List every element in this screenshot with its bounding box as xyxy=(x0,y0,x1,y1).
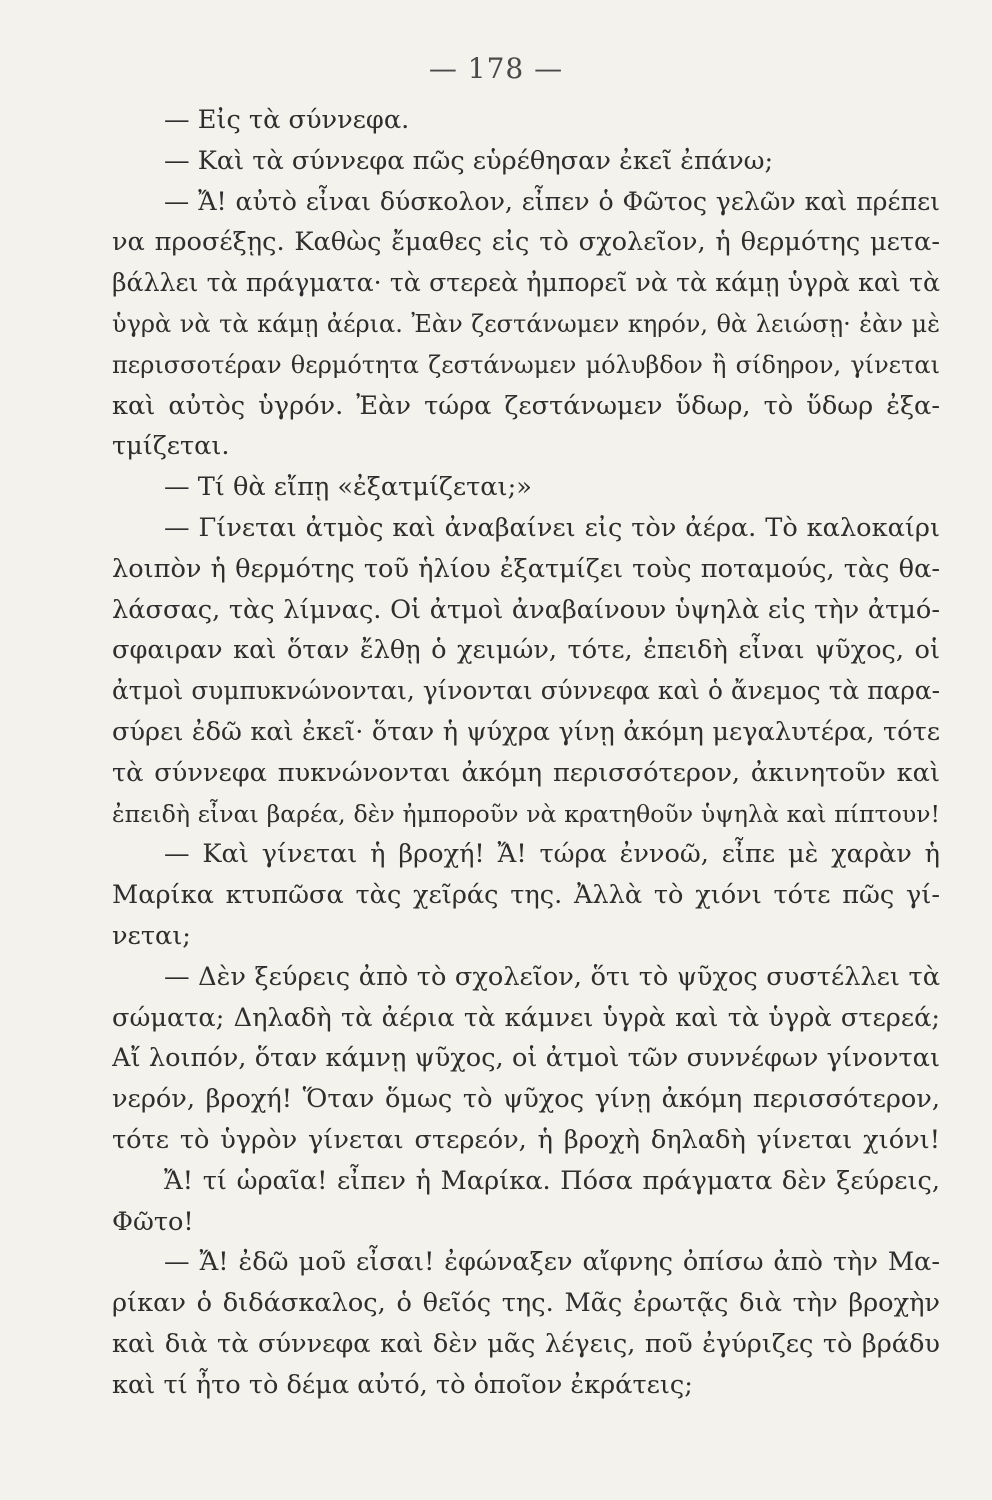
text-line: — Εἰς τὰ σύννεφα. xyxy=(164,105,410,135)
text-line: — Δὲν ξεύρεις ἀπὸ τὸ σχολεῖον, ὅτι τὸ ψῦχος συστέλλει τὰ xyxy=(164,961,940,992)
text-line: ὑγρὰ νὰ τὰ κάμῃ ἀέρια. Ἐὰν ζεστάνωμεν κηρόν, θὰ λειώσῃ· ἐὰν μὲ xyxy=(112,309,940,338)
text-line: σώματα; Δηλαδὴ τὰ ἀέρια τὰ κάμνει ὑγρὰ καὶ τὰ ὑγρὰ στερεά; xyxy=(112,1002,940,1033)
text-line: λάσσας, τὰς λίμνας. Οἱ ἀτμοὶ ἀναβαίνουν ὑψηλὰ εἰς τὴν ἀτμό- xyxy=(112,594,940,625)
body-text xyxy=(112,100,940,1406)
text-line: σύρει ἐδῶ καὶ ἐκεῖ· ὅταν ἡ ψύχρα γίνῃ ἀκόμη μεγαλυτέρα, τότε xyxy=(112,716,940,747)
text-line: — Τί θὰ εἴπῃ «ἐξατμίζεται;» xyxy=(164,472,532,503)
text-line: ἀτμοὶ συμπυκνώνονται, γίνονται σύννεφα καὶ ὁ ἄνεμος τὰ παρα- xyxy=(112,676,940,706)
text-line: λοιπὸν ἡ θερμότης τοῦ ἡλίου ἐξατμίζει τοὺς ποταμούς, τὰς θα- xyxy=(112,553,940,584)
text-line: βάλλει τὰ πράγματα· τὰ στερεὰ ἠμπορεῖ νὰ τὰ κάμῃ ὑγρὰ καὶ τὰ xyxy=(112,268,940,298)
text-line: νεται; xyxy=(112,920,191,951)
text-line: — Γίνεται ἀτμὸς καὶ ἀναβαίνει εἰς τὸν ἀέρα. Τὸ καλοκαίρι xyxy=(164,512,940,543)
text-line: καὶ διὰ τὰ σύννεφα καὶ δὲν μᾶς λέγεις, ποῦ ἐγύριζες τὸ βράδυ xyxy=(112,1328,940,1359)
text-line: τότε τὸ ὑγρὸν γίνεται στερεόν, ἡ βροχὴ δηλαδὴ γίνεται χιόνι! xyxy=(112,1124,940,1155)
text-line: τμίζεται. xyxy=(112,431,230,462)
text-line: νερόν, βροχή! Ὅταν ὅμως τὸ ψῦχος γίνῃ ἀκόμη περισσότερον, xyxy=(112,1084,940,1115)
page-number: — 178 — xyxy=(428,52,564,85)
text-line: — Καὶ τὰ σύννεφα πῶς εὑρέθησαν ἐκεῖ ἐπάνω; xyxy=(164,145,774,176)
text-line: σφαιραν καὶ ὅταν ἔλθῃ ὁ χειμών, τότε, ἐπειδὴ εἶναι ψῦχος, οἱ xyxy=(112,635,940,666)
text-line: τὰ σύννεφα πυκνώνονται ἀκόμη περισσότερον, ἀκινητοῦν καὶ xyxy=(112,757,940,788)
text-line: Αἴ λοιπόν, ὅταν κάμνῃ ψῦχος, οἱ ἀτμοὶ τῶν συννέφων γίνονται xyxy=(112,1043,940,1074)
text-line: — Ἄ! αὐτὸ εἶναι δύσκολον, εἶπεν ὁ Φῶτος γελῶν καὶ πρέπει xyxy=(164,186,940,216)
text-line: — Καὶ γίνεται ἡ βροχή! Ἄ! τώρα ἐννοῶ, εἶπε μὲ χαρὰν ἡ xyxy=(164,839,940,870)
text-line: Ἄ! τί ὡραῖα! εἶπεν ἡ Μαρίκα. Πόσα πράγματα δὲν ξεύρεις, xyxy=(164,1165,940,1196)
text-line: καὶ τί ἦτο τὸ δέμα αὐτό, τὸ ὁποῖον ἐκράτεις; xyxy=(112,1369,693,1400)
text-line: Φῶτο! xyxy=(112,1206,194,1237)
text-line: περισσοτέραν θερμότητα ζεστάνωμεν μόλυβδον ἢ σίδηρον, γίνεται xyxy=(112,350,940,379)
text-line: καὶ αὐτὸς ὑγρόν. Ἐὰν τώρα ζεστάνωμεν ὕδωρ, τὸ ὕδωρ ἐξα- xyxy=(112,390,940,421)
text-line: Μαρίκα κτυπῶσα τὰς χεῖράς της. Ἀλλὰ τὸ χιόνι τότε πῶς γί- xyxy=(112,880,940,911)
text-line: να προσέξῃς. Καθὼς ἔμαθες εἰς τὸ σχολεῖον, ἡ θερμότης μετα- xyxy=(112,227,940,258)
text-line: — Ἄ! ἐδῶ μοῦ εἶσαι! ἐφώναξεν αἴφνης ὀπίσω ἀπὸ τὴν Μα- xyxy=(164,1247,940,1278)
text-line: ἐπειδὴ εἶναι βαρέα, δὲν ἠμποροῦν νὰ κρατηθοῦν ὑψηλὰ καὶ πίπτουν! xyxy=(112,799,940,828)
text-line: ρίκαν ὁ διδάσκαλος, ὁ θεῖός της. Μᾶς ἐρωτᾷς διὰ τὴν βροχὴν xyxy=(112,1288,940,1319)
